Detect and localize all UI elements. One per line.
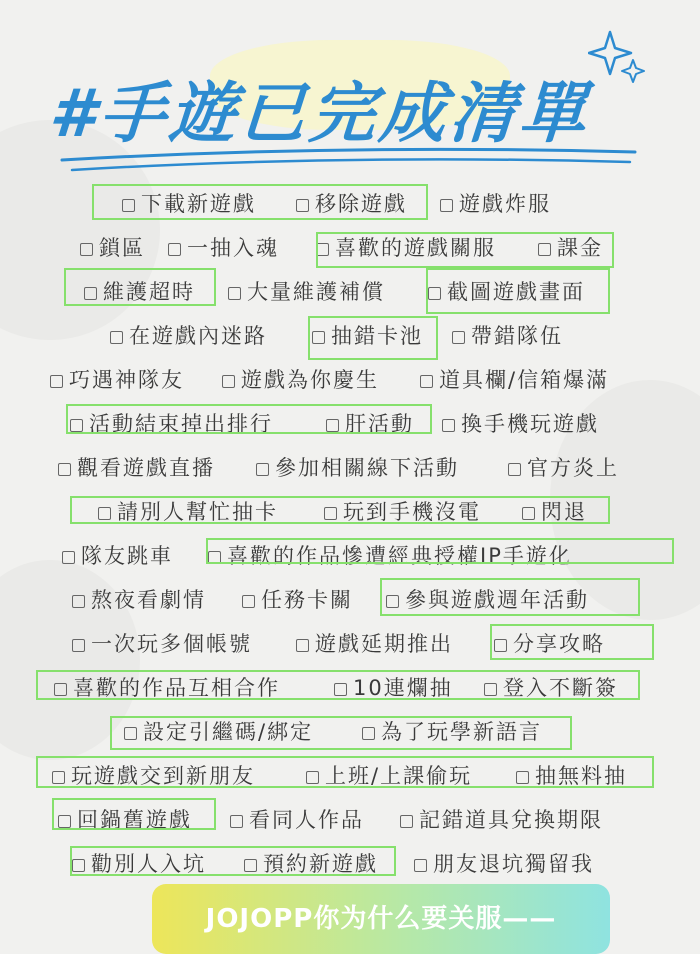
checklist-item[interactable]	[400, 800, 603, 840]
checklist-item-label: 朋友退坑獨留我	[433, 852, 594, 876]
checklist-row	[0, 756, 700, 796]
checkbox-icon[interactable]	[306, 771, 319, 784]
checklist-item[interactable]	[522, 492, 587, 532]
checklist-item[interactable]	[168, 228, 279, 268]
checkbox-icon[interactable]	[50, 375, 63, 388]
checklist-item[interactable]	[50, 360, 184, 400]
checklist-item[interactable]	[122, 184, 256, 224]
checklist-item-label: 玩遊戲交到新朋友	[71, 764, 255, 788]
checklist-item-label: 維護超時	[103, 280, 195, 304]
checklist-row	[0, 272, 700, 312]
checklist-item[interactable]	[242, 580, 353, 620]
checklist-row	[0, 404, 700, 444]
checklist-item[interactable]	[58, 800, 192, 840]
checklist-item[interactable]	[256, 448, 459, 488]
checklist-item-label: 觀看遊戲直播	[77, 456, 215, 480]
checklist-item-label: 看同人作品	[249, 808, 364, 832]
checklist-item-label: 大量維護補償	[247, 280, 385, 304]
checklist-item-label: 閃退	[541, 500, 587, 524]
checklist-item[interactable]	[420, 360, 609, 400]
checklist-item[interactable]	[58, 448, 215, 488]
checklist-item[interactable]	[72, 844, 206, 884]
checklist-item-label: 巧遇神隊友	[69, 368, 184, 392]
checkbox-icon[interactable]	[242, 595, 255, 608]
checkbox-icon[interactable]	[312, 331, 325, 344]
checklist-item-label: 道具欄/信箱爆滿	[439, 368, 610, 392]
checklist-item-label: 熬夜看劇情	[91, 588, 206, 612]
sparkle-icon	[588, 30, 658, 90]
checkbox-icon[interactable]	[208, 551, 221, 564]
checklist-row	[0, 228, 700, 268]
page-title: #手遊已完成清單	[46, 75, 593, 152]
checklist-item[interactable]	[222, 360, 379, 400]
checklist-item[interactable]	[54, 668, 280, 708]
checklist-item-label: 勸別人入坑	[91, 852, 206, 876]
checklist-item[interactable]	[84, 272, 195, 312]
checklist-item-label: 10連爛抽	[353, 676, 453, 700]
checklist-row	[0, 800, 700, 840]
checkbox-icon[interactable]	[324, 507, 337, 520]
checklist-item-label: 回鍋舊遊戲	[77, 808, 192, 832]
checklist-row	[0, 580, 700, 620]
checklist-item-label: 課金	[557, 236, 603, 260]
checklist-item-label: 一次玩多個帳號	[91, 632, 252, 656]
checklist-item-label: 喜歡的遊戲關服	[335, 236, 496, 260]
title-underline	[40, 142, 640, 182]
checkbox-icon[interactable]	[70, 419, 83, 432]
checklist-item-label: 活動結束掉出排行	[89, 412, 273, 436]
checklist-item-label: 任務卡關	[261, 588, 353, 612]
checkbox-icon[interactable]	[400, 815, 413, 828]
checkbox-icon[interactable]	[122, 199, 135, 212]
checkbox-icon[interactable]	[110, 331, 123, 344]
checklist-item-label: 登入不斷簽	[503, 676, 618, 700]
title-area	[40, 52, 660, 162]
checkbox-icon[interactable]	[494, 639, 507, 652]
checklist-item[interactable]	[80, 228, 145, 268]
checklist-item-label: 隊友跳車	[81, 544, 173, 568]
checklist-item[interactable]	[362, 712, 542, 752]
checklist-item[interactable]	[98, 492, 278, 532]
checklist-item-label: 記錯道具兌換期限	[419, 808, 603, 832]
checklist-item[interactable]	[110, 316, 267, 356]
checklist-item[interactable]	[312, 316, 423, 356]
checkbox-icon[interactable]	[442, 419, 455, 432]
checkbox-icon[interactable]	[54, 683, 67, 696]
checkbox-icon[interactable]	[522, 507, 535, 520]
checkbox-icon[interactable]	[538, 243, 551, 256]
checkbox-icon[interactable]	[516, 771, 529, 784]
checklist-item[interactable]	[72, 624, 252, 664]
checklist-item[interactable]	[230, 800, 364, 840]
checklist-item[interactable]	[452, 316, 563, 356]
checkbox-icon[interactable]	[256, 463, 269, 476]
checklist-item-label: 請別人幫忙抽卡	[117, 500, 278, 524]
checklist-item[interactable]	[442, 404, 599, 444]
checklist-item-label: 在遊戲內迷路	[129, 324, 267, 348]
checklist-item-label: 喜歡的作品慘遭經典授權IP手遊化	[227, 544, 572, 568]
checklist-item-label: 移除遊戲	[315, 192, 407, 216]
checklist-item[interactable]	[228, 272, 385, 312]
checklist-row	[0, 448, 700, 488]
checklist-item[interactable]	[296, 184, 407, 224]
checklist-item-label: 截圖遊戲畫面	[447, 280, 585, 304]
checkbox-icon[interactable]	[124, 727, 137, 740]
checklist-item[interactable]	[326, 404, 414, 444]
checkbox-icon[interactable]	[414, 859, 427, 872]
checklist-row	[0, 624, 700, 664]
checkbox-icon[interactable]	[98, 507, 111, 520]
checklist-item-label: 上班/上課偷玩	[325, 764, 473, 788]
checklist-item[interactable]	[324, 492, 481, 532]
checklist-item-label: 鎖區	[99, 236, 145, 260]
checklist-item-label: 遊戲炸服	[459, 192, 551, 216]
checkbox-icon[interactable]	[508, 463, 521, 476]
checkbox-icon[interactable]	[230, 815, 243, 828]
checkbox-icon[interactable]	[296, 639, 309, 652]
checkbox-icon[interactable]	[222, 375, 235, 388]
checklist-item[interactable]	[516, 756, 627, 796]
checkbox-icon[interactable]	[52, 771, 65, 784]
checklist-item[interactable]	[208, 536, 572, 576]
checklist-row	[0, 360, 700, 400]
checklist-item[interactable]	[72, 580, 206, 620]
checklist-row	[0, 536, 700, 576]
checklist-item-label: 參加相關線下活動	[275, 456, 459, 480]
checklist-row	[0, 184, 700, 224]
checklist-item[interactable]	[508, 448, 619, 488]
checklist-item-label: 喜歡的作品互相合作	[73, 676, 280, 700]
checklist-item[interactable]	[244, 844, 378, 884]
checklist-item-label: 帶錯隊伍	[471, 324, 563, 348]
checklist-item-label: 下載新遊戲	[141, 192, 256, 216]
checkbox-icon[interactable]	[296, 199, 309, 212]
checklist-item[interactable]	[52, 756, 255, 796]
checkbox-icon[interactable]	[72, 639, 85, 652]
checklist-item[interactable]	[428, 272, 585, 312]
checkbox-icon[interactable]	[316, 243, 329, 256]
checklist-item[interactable]	[334, 668, 453, 708]
checklist-item[interactable]	[62, 536, 173, 576]
checkbox-icon[interactable]	[84, 287, 97, 300]
checklist-item-label: 抽無料抽	[535, 764, 627, 788]
checklist-item[interactable]	[124, 712, 313, 752]
checklist-item-label: 預約新遊戲	[263, 852, 378, 876]
checklist-item-label: 分享攻略	[513, 632, 605, 656]
checklist-item[interactable]	[494, 624, 605, 664]
checkbox-icon[interactable]	[440, 199, 453, 212]
checklist-item-label: 肝活動	[345, 412, 414, 436]
checkbox-icon[interactable]	[420, 375, 433, 388]
checklist-row	[0, 712, 700, 752]
checklist-item-label: 設定引繼碼/綁定	[143, 720, 314, 744]
checkbox-icon[interactable]	[58, 463, 71, 476]
footer-text: JOJOPP你为什么要关服——	[205, 904, 557, 934]
checkbox-icon[interactable]	[244, 859, 257, 872]
checklist-item[interactable]	[440, 184, 551, 224]
checklist-row	[0, 316, 700, 356]
checklist-item[interactable]	[296, 624, 453, 664]
checkbox-icon[interactable]	[228, 287, 241, 300]
checklist-item[interactable]	[386, 580, 589, 620]
checklist-item-label: 遊戲為你慶生	[241, 368, 379, 392]
checkbox-icon[interactable]	[362, 727, 375, 740]
checkbox-icon[interactable]	[72, 595, 85, 608]
checkbox-icon[interactable]	[168, 243, 181, 256]
checklist-item-label: 官方炎上	[527, 456, 619, 480]
checklist-item[interactable]	[538, 228, 603, 268]
checklist-row	[0, 844, 700, 884]
checklist-item[interactable]	[306, 756, 472, 796]
checkbox-icon[interactable]	[484, 683, 497, 696]
checkbox-icon[interactable]	[72, 859, 85, 872]
checklist-item-label: 遊戲延期推出	[315, 632, 453, 656]
checklist-row	[0, 668, 700, 708]
checkbox-icon[interactable]	[80, 243, 93, 256]
footer-banner	[152, 884, 610, 954]
checklist-item-label: 抽錯卡池	[331, 324, 423, 348]
checkbox-icon[interactable]	[62, 551, 75, 564]
checklist-item[interactable]	[70, 404, 273, 444]
checkbox-icon[interactable]	[386, 595, 399, 608]
checkbox-icon[interactable]	[58, 815, 71, 828]
checklist-item[interactable]	[316, 228, 496, 268]
checkbox-icon[interactable]	[452, 331, 465, 344]
checkbox-icon[interactable]	[334, 683, 347, 696]
checklist-item-label: 為了玩學新語言	[381, 720, 542, 744]
checklist-item-label: 參與遊戲週年活動	[405, 588, 589, 612]
checklist-item[interactable]	[484, 668, 618, 708]
checklist-item-label: 玩到手機沒電	[343, 500, 481, 524]
checklist-row	[0, 492, 700, 532]
checkbox-icon[interactable]	[428, 287, 441, 300]
checklist-item-label: 一抽入魂	[187, 236, 279, 260]
checklist-item-label: 換手機玩遊戲	[461, 412, 599, 436]
checklist-item[interactable]	[414, 844, 594, 884]
checkbox-icon[interactable]	[326, 419, 339, 432]
